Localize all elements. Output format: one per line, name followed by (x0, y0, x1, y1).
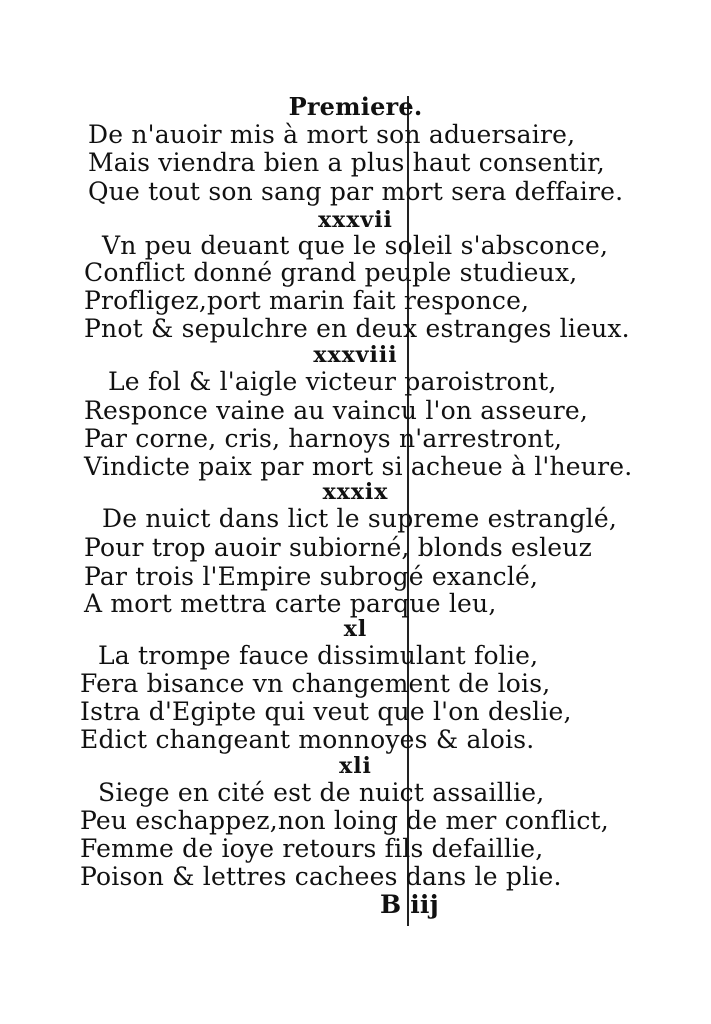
verse-line: Pour trop auoir subiorné, blonds esleuz (84, 533, 592, 562)
verse-line: Que tout son sang par mort sera deffaire. (88, 177, 624, 206)
verse-line: Le fol & l'aigle victeur paroistront, (108, 367, 557, 396)
verse-line: Istra d'Egipte qui veut que l'on deslie, (80, 697, 572, 726)
signature-mark: B iij (380, 890, 439, 919)
verse-line: Edict changeant monnoyes & alois. (80, 725, 535, 754)
verse-line: De nuict dans lict le supreme estranglé, (102, 504, 617, 533)
verse-line: Femme de ioye retours fils defaillie, (80, 834, 544, 863)
verse-line: Peu eschappez,non loing de mer conflict, (80, 806, 609, 835)
verse-line: Responce vaine au vaincu l'on asseure, (84, 396, 589, 425)
quatrain-number: xli (339, 753, 372, 779)
quatrain-number: xxxviii (313, 342, 398, 368)
verse-line: Poison & lettres cachees dans le plie. (80, 862, 562, 891)
verse-line: La trompe fauce dissimulant folie, (98, 641, 539, 670)
verse-line: Pnot & sepulchre en deux estranges lieux. (84, 314, 630, 343)
verse-line: Profligez,port marin fait responce, (84, 286, 530, 315)
verse-line: Conflict donné grand peuple studieux, (84, 258, 578, 287)
quatrain-number: xl (343, 616, 368, 642)
verse-line: Par trois l'Empire subrogé exanclé, (84, 562, 539, 591)
verse-line: Vindicte paix par mort si acheue à l'heure. (84, 452, 633, 481)
verse-line: De n'auoir mis à mort son aduersaire, (88, 120, 576, 149)
verse-line: Fera bisance vn changement de lois, (80, 669, 551, 698)
verse-line: Par corne, cris, harnoys n'arrestront, (84, 424, 563, 453)
verse-line: Siege en cité est de nuict assaillie, (98, 778, 545, 807)
quatrain-number: xxxvii (318, 207, 393, 233)
verse-line: A mort mettra carte parque leu, (84, 589, 497, 618)
page-title: Premiere. (288, 92, 423, 121)
verse-line: Vn peu deuant que le soleil s'absconce, (102, 231, 609, 260)
quatrain-number: xxxix (322, 479, 389, 505)
verse-line: Mais viendra bien a plus haut consentir, (88, 148, 605, 177)
